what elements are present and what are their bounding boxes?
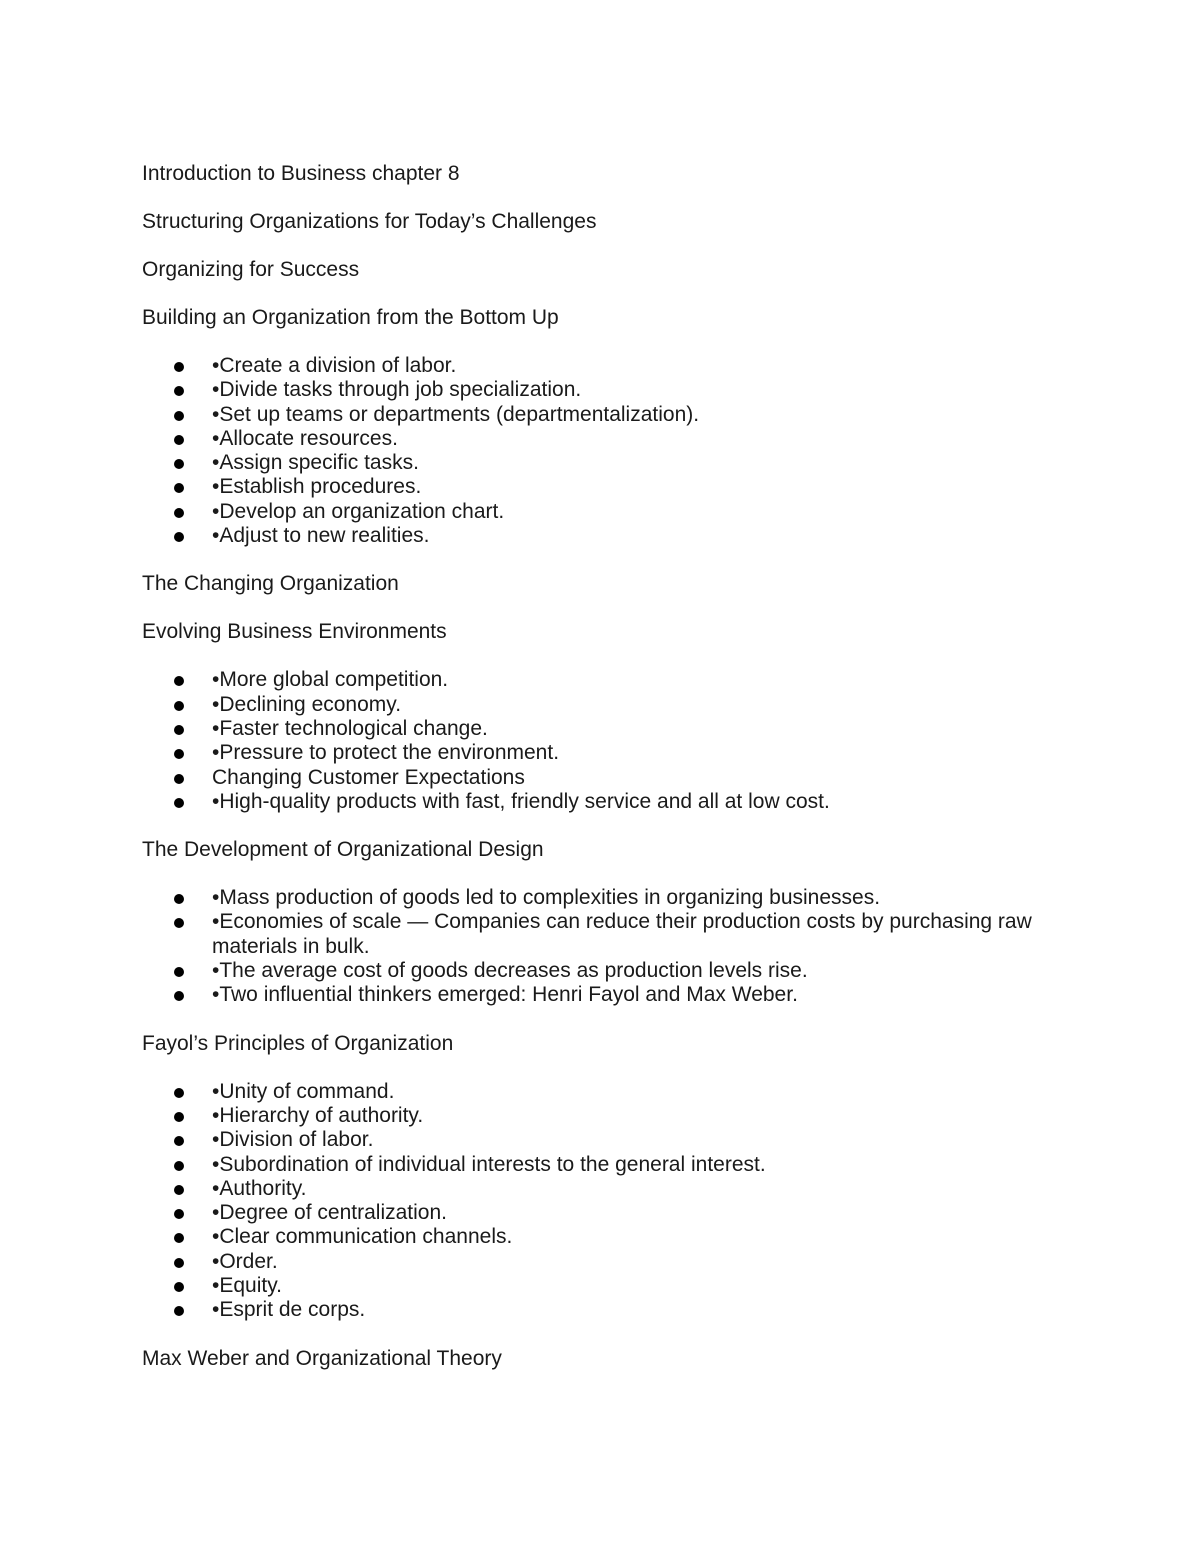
bullet-dot-icon [174,411,184,421]
bullet-dot-icon [174,774,184,784]
bullet-dot-icon [174,967,184,977]
bullet-dot-icon [174,1233,184,1243]
list-item [142,354,1042,378]
list-item-text: •Unity of command. [212,1079,395,1103]
list-item [142,475,1042,499]
list-item-text: •Pressure to protect the environment. [212,741,560,765]
list-item-text: •Hierarchy of authority. [212,1103,424,1127]
bullet-dot-icon [174,1282,184,1292]
bullet-dot-icon [174,1161,184,1171]
list-item [142,693,1042,717]
list-item-text: •Clear communication channels. [212,1225,513,1249]
section-heading-max-weber: Max Weber and Organizational Theory [142,1346,502,1370]
list-item [142,1080,1042,1104]
bullet-dot-icon [174,918,184,928]
bullet-dot-icon [174,1258,184,1268]
bullet-dot-icon [174,749,184,759]
list-item [142,886,1042,910]
list-item-text: •Divide tasks through job specialization. [212,378,582,402]
list-item-text: •Establish procedures. [212,475,422,499]
list-item [142,500,1042,524]
list-item [142,910,1042,959]
section-heading-changing-organization: The Changing Organization [142,572,399,596]
bullet-dot-icon [174,459,184,469]
bullet-list-fayol-principles [142,1080,1042,1323]
list-item-text: •Subordination of individual interests to the general interest. [212,1152,766,1176]
section-heading-fayol-principles: Fayol’s Principles of Organization [142,1031,454,1055]
bullet-dot-icon [174,701,184,711]
subsection-heading-evolving-environments: Evolving Business Environments [142,620,447,644]
list-item-text: •Allocate resources. [212,426,398,450]
bullet-dot-icon [174,435,184,445]
list-item-text: •Economies of scale — Companies can reduce their production costs by purchasing raw materials in bulk. [212,910,1032,958]
list-item [142,983,1042,1007]
list-item [142,668,1042,692]
bullet-dot-icon [174,362,184,372]
bullet-list-organizational-design [142,886,1042,1007]
list-item-text: •Faster technological change. [212,716,488,740]
bullet-dot-icon [174,1088,184,1098]
list-item [142,1201,1042,1225]
list-item [142,790,1042,814]
bullet-dot-icon [174,1136,184,1146]
list-item-text: •Two influential thinkers emerged: Henri Fayol and Max Weber. [212,983,798,1007]
list-item-text: •Equity. [212,1274,282,1298]
list-item [142,741,1042,765]
list-item [142,1128,1042,1152]
bullet-list-bottom-up [142,354,1042,548]
list-item [142,1153,1042,1177]
list-item-text: •Mass production of goods led to complexities in organizing businesses. [212,886,881,910]
list-item [142,1225,1042,1249]
bullet-dot-icon [174,1185,184,1195]
list-item-text: •Order. [212,1249,278,1273]
list-item [142,1274,1042,1298]
document-title: Introduction to Business chapter 8 [142,162,460,185]
list-item [142,451,1042,475]
bullet-dot-icon [174,386,184,396]
list-item [142,1177,1042,1201]
list-item [142,1298,1042,1322]
list-item-text: •Esprit de corps. [212,1298,366,1322]
list-item [142,403,1042,427]
list-item-text: •The average cost of goods decreases as production levels rise. [212,959,808,983]
bullet-dot-icon [174,1209,184,1219]
section-heading-organizational-design: The Development of Organizational Design [142,838,544,862]
bullet-list-evolving-environments [142,668,1042,814]
list-item [142,1250,1042,1274]
list-item [142,524,1042,548]
list-item-text: •Degree of centralization. [212,1201,447,1225]
list-item-text: •More global competition. [212,668,449,692]
bullet-dot-icon [174,991,184,1001]
document-page [142,162,1042,1395]
list-item-text: •Declining economy. [212,692,402,716]
document-subtitle: Structuring Organizations for Today’s Challenges [142,210,597,233]
list-item [142,717,1042,741]
section-heading-organizing: Organizing for Success [142,258,360,281]
bullet-dot-icon [174,508,184,518]
list-item-text: •Create a division of labor. [212,354,457,377]
bullet-dot-icon [174,894,184,904]
list-item-text: •Authority. [212,1176,307,1200]
bullet-dot-icon [174,1112,184,1122]
bullet-dot-icon [174,1306,184,1316]
list-item-text: •Develop an organization chart. [212,499,505,523]
list-item [142,959,1042,983]
list-item-text: •High-quality products with fast, friendly service and all at low cost. [212,789,830,813]
list-item [142,378,1042,402]
bullet-dot-icon [174,483,184,493]
list-item-text: •Assign specific tasks. [212,451,419,475]
list-item-text: Changing Customer Expectations [212,765,525,789]
subsection-heading-bottom-up: Building an Organization from the Bottom Up [142,306,559,329]
list-item [142,427,1042,451]
list-item-text: •Adjust to new realities. [212,524,430,548]
list-item [142,1104,1042,1128]
bullet-dot-icon [174,532,184,542]
bullet-dot-icon [174,798,184,808]
list-item-text: •Set up teams or departments (departmentalization). [212,402,700,426]
bullet-dot-icon [174,725,184,735]
list-item-text: •Division of labor. [212,1128,374,1152]
list-item [142,766,1042,790]
bullet-dot-icon [174,676,184,686]
